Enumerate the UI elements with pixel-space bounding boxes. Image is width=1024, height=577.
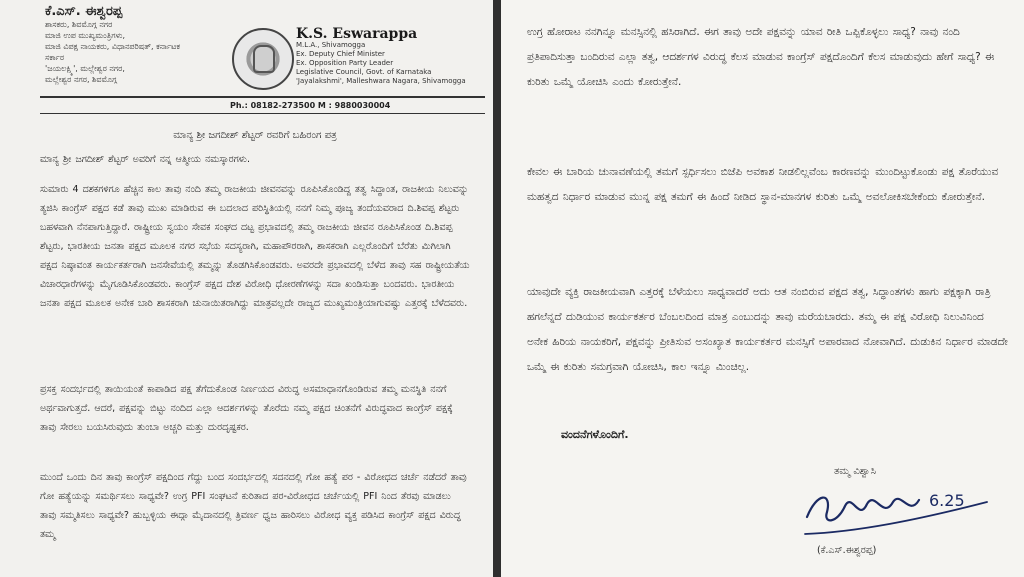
letter-paragraph: ಪ್ರಸಕ್ತ ಸಂದರ್ಭದಲ್ಲಿ ತಾಯಿಯಂತೆ ಕಾಪಾಡಿದ ಪಕ್ಷ ತೆಗೆದುಕೊಂಡ ನಿರ್ಣಯದ ವಿರುದ್ಧ ಅಸಮಾಧಾನಗೊಂಡಿರುವ ತಮ್ಮ ಮನಸ್ಥಿತಿ ನನಗೆ ಅರ್ಥವಾಗುತ್ತದೆ. ಆದರೆ, ಪಕ್ಷವನ್ನು ಬಿಟ್ಟು ನಂದಿದ ಎಲ್ಲಾ ಆದರ್ಶಗಳನ್ನು ತೊರೆದು ನಮ್ಮ ಪಕ್ಷದ ಚಿಂತನೆಗೆ ವಿರುದ್ಧವಾದ ಕಾಂಗ್ರೆಸ್ ಪಕ್ಷಕ್ಕೆ ತಾವು ಸೇರಲು ಬಯಸಿರುವುದು ತುಂಬಾ ಅಚ್ಚರಿ ಮತ್ತು ದುರದೃಷ್ಟಕರ. bbox=[40, 384, 453, 433]
letter-page-2 bbox=[501, 0, 1024, 577]
letterhead-divider bbox=[40, 113, 485, 114]
letterhead-english bbox=[296, 26, 481, 86]
letterhead-kannada-line: ಮಾಜಿ ವಿಪಕ್ಷ ನಾಯಕರು, ವಿಧಾನಪರಿಷತ್, ಕರ್ನಾಟಕ ಸರ್ಕಾರ bbox=[45, 42, 180, 62]
signoff-label: ತಮ್ಮ ವಿಶ್ವಾಸಿ bbox=[834, 466, 876, 477]
letter-paragraph: ಸುಮಾರು 4 ದಶಕಗಳಿಗೂ ಹೆಚ್ಚಿನ ಕಾಲ ತಾವು ನಂದಿ ತಮ್ಮ ರಾಜಕೀಯ ಜೀವನವನ್ನು ರೂಪಿಸಿಕೊಂಡಿದ್ದ ತತ್ವ ಸಿದ್ಧಾಂತ, ರಾಜಕೀಯ ನಿಲುವನ್ನು ತ್ಯಜಿಸಿ ಕಾಂಗ್ರೆಸ್ ಪಕ್ಷದ ಕಡೆ ತಾವು ಮುಖ ಮಾಡಿರುವ ಈ ಬದಲಾದ ಪರಿಸ್ಥಿತಿಯಲ್ಲಿ ನನಗೆ ನಿಮ್ಮ ಪೂಜ್ಯ ತಂದೆಯವರಾದ ದಿ.ಶಿವಪ್ಪ ಶೆಟ್ಟರು ಬಹಳವಾಗಿ ನೆನಪಾಗುತ್ತಿದ್ದಾರೆ. ರಾಷ್ಟ್ರೀಯ ಸ್ವಯಂ ಸೇವಕ ಸಂಘದ ದಟ್ಟ ಪ್ರಭಾವದಲ್ಲಿ ತಮ್ಮ ರಾಜಕೀಯ ಜೀವನ ರೂಪಿಸಿಕೊಂಡ ದಿ.ಶಿವಪ್ಪ ಶೆಟ್ಟರು, ಭಾರತೀಯ ಜನತಾ ಪಕ್ಷದ ಮೂಲಕ ನಗರ ಸಭೆಯ ಸದಸ್ಯರಾಗಿ, ಮಹಾಪೌರರಾಗಿ, ಶಾಸಕರಾಗಿ ಎಲ್ಲರೊಂದಿಗೆ ಬೆರೆತು ಮಿಗಿಲಾಗಿ ಪಕ್ಷದ ನಿಷ್ಠಾವಂತ ಕಾರ್ಯಕರ್ತರಾಗಿ ಜನಸೇವೆಯಲ್ಲಿ ತಮ್ಮನ್ನು ತೊಡಗಿಸಿಕೊಂಡವರು. ಅವರದೇ ಪ್ರಭಾವದಲ್ಲಿ ಬೆಳೆದ ತಾವು ಸಹ ರಾಷ್ಟ್ರೀಯತೆಯ ವಿಚಾರಧಾರೆಗಳನ್ನು ಮೈಗೂಡಿಸಿಕೊಂಡವರು. ಕಾಂಗ್ರೆಸ್ ಪಕ್ಷದ ದೇಶ ವಿರೋಧಿ ಧೋರಣೆಗಳನ್ನು ಸದಾ ಖಂಡಿಸುತ್ತಾ ಬಂದವರು. ಭಾರತೀಯ ಜನತಾ ಪಕ್ಷದ ಮೂಲಕ ಅನೇಕ ಬಾರಿ ಶಾಸಕರಾಗಿ ಚುನಾಯಿತರಾಗಿದ್ದು ಮಾತ್ರವಲ್ಲದೇ ರಾಜ್ಯದ ಮುಖ್ಯಮಂತ್ರಿಯಾಗುವಷ್ಟು ಎತ್ತರಕ್ಕೆ ಬೆಳೆದವರು. bbox=[40, 184, 470, 309]
letterhead-english-line: Ex. Deputy Chief Minister bbox=[296, 50, 385, 58]
letterhead-kannada-line: ಮಾಜಿ ಉಪ ಮುಖ್ಯಮಂತ್ರಿಗಳು, bbox=[45, 31, 125, 40]
letterhead-english-name: K.S. Eswarappa bbox=[296, 26, 418, 42]
karnataka-emblem-icon bbox=[232, 28, 294, 90]
signatory-name: (ಕೆ.ಎಸ್.ಈಶ್ವರಪ್ಪ) bbox=[817, 545, 877, 556]
letterhead-english-line: Ex. Opposition Party Leader bbox=[296, 59, 394, 67]
letterhead-kannada-line: 'ಜಯಲಕ್ಷ್ಮಿ', ಮಲ್ಲೇಶ್ವರ ನಗರ, bbox=[45, 64, 125, 73]
letterhead-kannada-line: ಶಾಸಕರು, ಶಿವಮೊಗ್ಗ ನಗರ bbox=[45, 20, 113, 29]
letter-paragraph: ಮುಂದೆ ಒಂದು ದಿನ ತಾವು ಕಾಂಗ್ರೆಸ್ ಪಕ್ಷದಿಂದ ಗೆದ್ದು ಬಂದ ಸಂದರ್ಭದಲ್ಲಿ ಸದನದಲ್ಲಿ ಗೋ ಹತ್ಯೆ ಪರ - ವಿರೋಧದ ಚರ್ಚೆ ನಡೆದರೆ ತಾವು ಗೋ ಹತ್ಯೆಯನ್ನು ಸಮರ್ಥಿಸಲು ಸಾಧ್ಯವೇ? ಉಗ್ರ PFI ಸಂಘಟನೆ ಕುರಿತಾದ ಪರ-ವಿರೋಧದ ಚರ್ಚೆಯಲ್ಲಿ PFI ನಿಂದ ತೆರವು ಮಾಡಲು ತಾವು ಸಮ್ಮತಿಸಲು ಸಾಧ್ಯವೇ? ಹುಬ್ಬಳ್ಳಿಯ ಈದ್ಗಾ ಮೈದಾನದಲ್ಲಿ ತ್ರಿವರ್ಣ ಧ್ವಜ ಹಾರಿಸಲು ವಿರೋಧ ವ್ಯಕ್ತ ಪಡಿಸಿದ ಕಾಂಗ್ರೆಸ್ ಪಕ್ಷದ ವಿರುದ್ಧ ತಮ್ಮ bbox=[40, 472, 467, 540]
letter-salutation: ಮಾನ್ಯ ಶ್ರೀ ಜಗದೀಶ್ ಶೆಟ್ಟರ್ ಅವರಿಗೆ ನನ್ನ ಆತ್ಮೀಯ ನಮಸ್ಕಾರಗಳು. bbox=[40, 154, 250, 165]
signature-date: 6.25 bbox=[929, 491, 965, 510]
letter-paragraph: ಉಗ್ರ ಹೋರಾಟ ನನಗಿನ್ನೂ ಮನಸ್ಸಿನಲ್ಲಿ ಹಸಿರಾಗಿದೆ. ಈಗ ತಾವು ಅದೇ ಪಕ್ಷವನ್ನು ಯಾವ ರೀತಿ ಒಪ್ಪಿಕೊಳ್ಳಲು ಸಾಧ್ಯ? ನಾವು ನಂದಿ ಪ್ರತಿಪಾದಿಸುತ್ತಾ ಬಂದಿರುವ ಎಲ್ಲಾ ತತ್ವ, ಆದರ್ಶಗಳ ವಿರುದ್ಧ ಕೆಲಸ ಮಾಡುವ ಕಾಂಗ್ರೆಸ್ ಪಕ್ಷದೊಂದಿಗೆ ಕೆಲಸ ಮಾಡುವುದು ಹೇಗೆ ಸಾಧ್ಯ? ಈ ಕುರಿತು ಒಮ್ಮೆ ಯೋಚಿಸಿ ಎಂದು ಕೋರುತ್ತೇನೆ. bbox=[527, 26, 995, 88]
letterhead-english-line: Legislative Council, Govt. of Karnataka bbox=[296, 68, 432, 76]
letterhead-divider bbox=[40, 96, 485, 98]
letter-closing: ವಂದನೆಗಳೊಂದಿಗೆ. bbox=[561, 428, 629, 441]
letterhead-kannada-line: ಮಲ್ಲೇಶ್ವರ ನಗರ, ಶಿವಮೊಗ್ಗ bbox=[45, 75, 117, 84]
letterhead-english-line: M.L.A., Shivamogga bbox=[296, 41, 366, 49]
letterhead-phone: Ph.: 08182-273500 M : 9880030004 bbox=[230, 101, 391, 110]
letter-subject: ಮಾನ್ಯ ಶ್ರೀ ಜಗದೀಶ್ ಶೆಟ್ಟರ್ ರವರಿಗೆ ಬಹಿರಂಗ ಪತ್ರ bbox=[173, 130, 337, 141]
letter-page-1 bbox=[0, 0, 493, 577]
letter-paragraph: ಕೇವಲ ಈ ಬಾರಿಯ ಚುನಾವಣೆಯಲ್ಲಿ ತಮಗೆ ಸ್ಪರ್ಧಿಸಲು ಬಿಜೆಪಿ ಅವಕಾಶ ನೀಡಲಿಲ್ಲವೆಂಬ ಕಾರಣವನ್ನು ಮುಂದಿಟ್ಟುಕೊಂಡು ಪಕ್ಷ ತೊರೆಯುವ ಮಹತ್ವದ ನಿರ್ಧಾರ ಮಾಡುವ ಮುನ್ನ ಪಕ್ಷ ತಮಗೆ ಈ ಹಿಂದೆ ನೀಡಿದ ಸ್ಥಾನ-ಮಾನಗಳ ಕುರಿತು ಒಮ್ಮೆ ಅವಲೋಕಿಸಬೇಕೆಂದು ಕೋರುತ್ತೇನೆ. bbox=[527, 166, 999, 203]
letterhead-kannada-name: ಕೆ.ಎಸ್. ಈಶ್ವರಪ್ಪ bbox=[45, 4, 123, 19]
letterhead-kannada bbox=[45, 6, 195, 85]
letter-paragraph: ಯಾವುದೇ ವ್ಯಕ್ತಿ ರಾಜಕೀಯವಾಗಿ ಎತ್ತರಕ್ಕೆ ಬೆಳೆಯಲು ಸಾಧ್ಯವಾದರೆ ಅದು ಆತ ನಂಬಿರುವ ಪಕ್ಷದ ತತ್ವ, ಸಿದ್ಧಾಂತಗಳು ಹಾಗು ಪಕ್ಷಕ್ಕಾಗಿ ರಾತ್ರಿ ಹಗಲೆನ್ನದೆ ದುಡಿಯುವ ಕಾರ್ಯಕರ್ತರ ಬೆಂಬಲದಿಂದ ಮಾತ್ರ ಎಂಬುದನ್ನು ತಾವು ಮರೆಯಬಾರದು. ತಮ್ಮ ಈ ಪಕ್ಷ ವಿರೋಧಿ ನಿಲುವಿನಿಂದ ಅನೇಕ ಹಿರಿಯ ನಾಯಕರಿಗೆ, ಪಕ್ಷವನ್ನು ಪ್ರೀತಿಸುವ ಅಸಂಖ್ಯಾತ ಕಾರ್ಯಕರ್ತರ ಮನಸ್ಸಿಗೆ ಅಪಾರವಾದ ನೋವಾಗಿದೆ. ದುಡುಕಿನ ನಿರ್ಧಾರ ಮಾಡದೇ ಒಮ್ಮೆ ಈ ಕುರಿತು ಸಮಗ್ರವಾಗಿ ಯೋಚಿಸಿ, ಕಾಲ ಇನ್ನೂ ಮಿಂಚಿಲ್ಲ. bbox=[527, 286, 1008, 373]
letterhead-english-line: 'Jayalakshmi', Malleshwara Nagara, Shivamogga bbox=[296, 77, 466, 85]
